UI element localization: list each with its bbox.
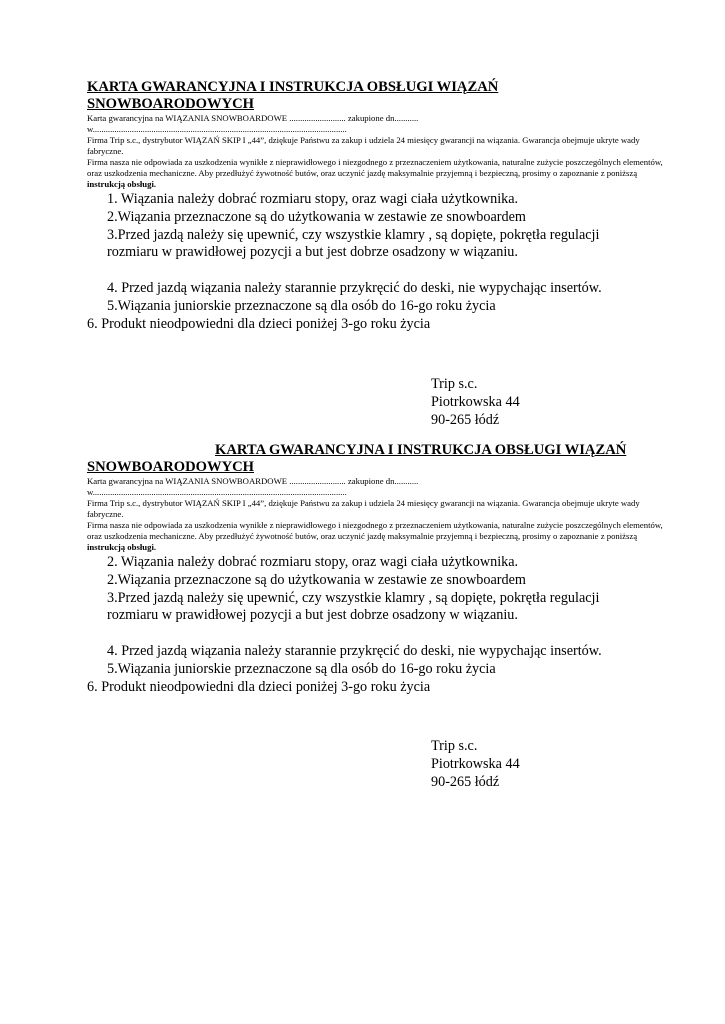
firm-text: Firma Trip s.c., dystrybutor WIĄZAŃ SKIP I „44”, dziękuje Państwu za zakup i udziela 24 miesięcy gwarancji na wiązania. Gwarancja obejmuje ukryte wady fabryczne. (87, 135, 640, 156)
liability-text-body: Firma nasza nie odpowiada za uszkodzenia wynikłe z nieprawidłowego i niezgodnego z przeznaczeniem użytkowania, naturalne zużycie poszczególnych elementów, oraz uszkodzenia mechaniczne. Aby przedłużyć żywotność butów, oraz uczynić jazdę maksymalnie przyjemną i bezpieczną, prosimy o zapoznanie z poniższą (87, 520, 663, 541)
address-city: 90-265 łódź (431, 774, 500, 790)
instruction-item: 2.Wiązania przeznaczone są do użytkowania w zestawie ze snowboardem (107, 208, 526, 225)
card-title (87, 79, 667, 113)
liability-text (87, 157, 667, 190)
store-line: w..................................................................................................................... (87, 487, 347, 497)
liability-text (87, 520, 667, 553)
spacer (87, 262, 667, 280)
address-street: Piotrkowska 44 (431, 394, 520, 410)
store-line: w..................................................................................................................... (87, 124, 347, 134)
address-city: 90-265 łódź (431, 412, 500, 428)
instruction-item: 6. Produkt nieodpowiedni dla dzieci poniżej 3-go roku życia (87, 678, 431, 695)
warranty-card-2 (87, 442, 667, 790)
card-title-line2: SNOWBOARODOWYCH (87, 459, 255, 475)
instruction-item: 1. Wiązania należy dobrać rozmiaru stopy, oraz wagi ciała użytkownika. (107, 191, 519, 207)
instruction-item: 3.Przed jazdą należy się upewnić, czy wszystkie klamry , są dopięte, pokrętła regulacji (107, 589, 600, 606)
warranty-card-1 (87, 79, 667, 428)
card-title (87, 442, 667, 476)
card-title-line2: SNOWBOARODOWYCH (87, 96, 255, 112)
card-title-line1: KARTA GWARANCYJNA I INSTRUKCJA OBSŁUGI WIĄZAŃ (87, 79, 499, 95)
instruction-item: 2. Wiązania należy dobrać rozmiaru stopy, oraz wagi ciała użytkownika. (107, 554, 519, 570)
instruction-list (87, 191, 667, 333)
company-address (431, 737, 520, 791)
instruction-item: 5.Wiązania juniorskie przeznaczone są dla osób do 16-go roku życia (107, 297, 496, 314)
instruction-item-continued: rozmiaru w prawidłowej pozycji a but jest dobrze osadzony w wiązaniu. (107, 607, 518, 624)
instruction-list (87, 554, 667, 696)
instruction-item: 2.Wiązania przeznaczone są do użytkowania w zestawie ze snowboardem (107, 571, 526, 588)
instruction-item-continued: rozmiaru w prawidłowej pozycji a but jest dobrze osadzony w wiązaniu. (107, 244, 518, 261)
spacer (87, 625, 667, 643)
instruction-item: 5.Wiązania juniorskie przeznaczone są dla osób do 16-go roku życia (107, 660, 496, 677)
instruction-item: 6. Produkt nieodpowiedni dla dzieci poniżej 3-go roku życia (87, 315, 431, 332)
liability-text-bold: instrukcją obsługi. (87, 179, 157, 189)
address-company: Trip s.c. (431, 376, 478, 392)
instruction-item: 3.Przed jazdą należy się upewnić, czy wszystkie klamry , są dopięte, pokrętła regulacji (107, 226, 600, 243)
firm-text: Firma Trip s.c., dystrybutor WIĄZAŃ SKIP I „44”, dziękuje Państwu za zakup i udziela 24 miesięcy gwarancji na wiązania. Gwarancja obejmuje ukryte wady fabryczne. (87, 498, 640, 519)
instruction-item: 4. Przed jazdą wiązania należy starannie przykręcić do deski, nie wypychając insertów. (107, 642, 602, 659)
instruction-item: 4. Przed jazdą wiązania należy starannie przykręcić do deski, nie wypychając insertów. (107, 279, 602, 296)
purchase-line: Karta gwarancyjna na WIĄZANIA SNOWBOARDOWE .......................... zakupione dn........... (87, 113, 419, 123)
purchase-line: Karta gwarancyjna na WIĄZANIA SNOWBOARDOWE .......................... zakupione dn........... (87, 476, 419, 486)
liability-text-body: Firma nasza nie odpowiada za uszkodzenia wynikłe z nieprawidłowego i niezgodnego z przeznaczeniem użytkowania, naturalne zużycie poszczególnych elementów, oraz uszkodzenia mechaniczne. Aby przedłużyć żywotność butów, oraz uczynić jazdę maksymalnie przyjemną i bezpieczną, prosimy o zapoznanie z poniższą (87, 157, 663, 178)
address-company: Trip s.c. (431, 738, 478, 754)
card-title-line1: KARTA GWARANCYJNA I INSTRUKCJA OBSŁUGI WIĄZAŃ (215, 442, 627, 458)
liability-text-bold: instrukcją obsługi. (87, 542, 157, 552)
address-street: Piotrkowska 44 (431, 756, 520, 772)
company-address (431, 375, 520, 429)
